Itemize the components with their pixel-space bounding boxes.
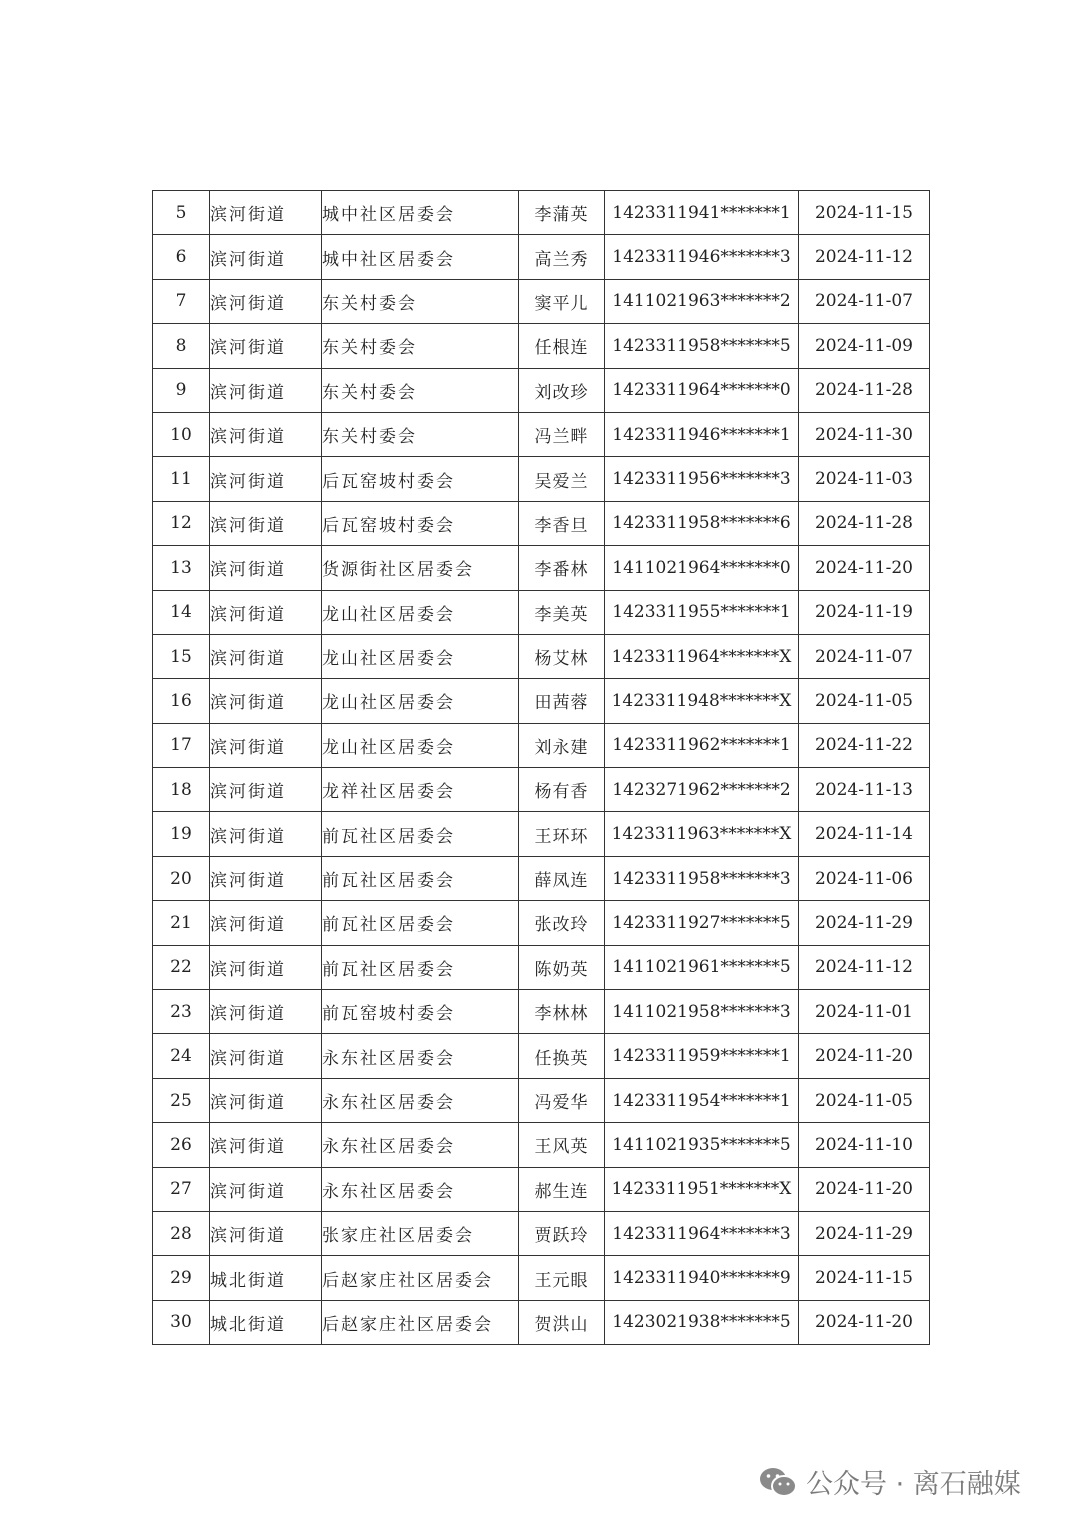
row-number-cell: 23 (153, 990, 210, 1034)
community-name-cell: 东关村委会 (322, 368, 519, 412)
table-row (153, 191, 930, 235)
record-date-cell: 2024-11-07 (799, 634, 930, 678)
community-name-cell: 龙山社区居委会 (322, 679, 519, 723)
table-row (153, 501, 930, 545)
person-name-cell: 王元眼 (519, 1256, 605, 1300)
person-name-cell: 刘改珍 (519, 368, 605, 412)
id-number-cell: 1423311948*******X (605, 679, 799, 723)
id-number-cell: 1423311963*******X (605, 812, 799, 856)
id-number-cell: 1423271962*******2 (605, 768, 799, 812)
street-name-cell: 滨河街道 (210, 412, 322, 456)
record-date-cell: 2024-11-03 (799, 457, 930, 501)
row-number-cell: 29 (153, 1256, 210, 1300)
table-row (153, 324, 930, 368)
table-row (153, 634, 930, 678)
record-date-cell: 2024-11-05 (799, 1078, 930, 1122)
street-name-cell: 滨河街道 (210, 901, 322, 945)
community-name-cell: 龙祥社区居委会 (322, 768, 519, 812)
community-name-cell: 龙山社区居委会 (322, 590, 519, 634)
row-number-cell: 22 (153, 945, 210, 989)
row-number-cell: 5 (153, 191, 210, 235)
id-number-cell: 1423311955*******1 (605, 590, 799, 634)
id-number-cell: 1411021961*******5 (605, 945, 799, 989)
table-row (153, 457, 930, 501)
community-name-cell: 前瓦社区居委会 (322, 901, 519, 945)
community-name-cell: 城中社区居委会 (322, 235, 519, 279)
record-date-cell: 2024-11-19 (799, 590, 930, 634)
person-name-cell: 张改玲 (519, 901, 605, 945)
row-number-cell: 28 (153, 1211, 210, 1255)
street-name-cell: 滨河街道 (210, 501, 322, 545)
community-name-cell: 永东社区居委会 (322, 1167, 519, 1211)
street-name-cell: 滨河街道 (210, 723, 322, 767)
record-date-cell: 2024-11-28 (799, 501, 930, 545)
table-row (153, 945, 930, 989)
street-name-cell: 滨河街道 (210, 368, 322, 412)
street-name-cell: 滨河街道 (210, 768, 322, 812)
table-row (153, 235, 930, 279)
row-number-cell: 12 (153, 501, 210, 545)
person-name-cell: 李香旦 (519, 501, 605, 545)
community-name-cell: 前瓦社区居委会 (322, 812, 519, 856)
street-name-cell: 滨河街道 (210, 191, 322, 235)
community-name-cell: 后赵家庄社区居委会 (322, 1256, 519, 1300)
table-row (153, 812, 930, 856)
id-number-cell: 1423311951*******X (605, 1167, 799, 1211)
community-name-cell: 东关村委会 (322, 279, 519, 323)
table-row (153, 279, 930, 323)
record-date-cell: 2024-11-22 (799, 723, 930, 767)
id-number-cell: 1411021964*******0 (605, 546, 799, 590)
wechat-icon (758, 1465, 798, 1499)
row-number-cell: 6 (153, 235, 210, 279)
person-name-cell: 冯爱华 (519, 1078, 605, 1122)
community-name-cell: 前瓦窑坡村委会 (322, 990, 519, 1034)
table-row (153, 990, 930, 1034)
table-row (153, 901, 930, 945)
community-name-cell: 后瓦窑坡村委会 (322, 501, 519, 545)
community-name-cell: 永东社区居委会 (322, 1034, 519, 1078)
record-date-cell: 2024-11-12 (799, 945, 930, 989)
person-name-cell: 李林林 (519, 990, 605, 1034)
street-name-cell: 滨河街道 (210, 634, 322, 678)
record-date-cell: 2024-11-10 (799, 1123, 930, 1167)
row-number-cell: 14 (153, 590, 210, 634)
street-name-cell: 滨河街道 (210, 856, 322, 900)
row-number-cell: 25 (153, 1078, 210, 1122)
id-number-cell: 1423311964*******X (605, 634, 799, 678)
person-name-cell: 郝生连 (519, 1167, 605, 1211)
id-number-cell: 1423311958*******3 (605, 856, 799, 900)
person-name-cell: 任换英 (519, 1034, 605, 1078)
person-name-cell: 李蒲英 (519, 191, 605, 235)
id-number-cell: 1411021958*******3 (605, 990, 799, 1034)
person-name-cell: 窦平儿 (519, 279, 605, 323)
row-number-cell: 30 (153, 1300, 210, 1344)
street-name-cell: 滨河街道 (210, 279, 322, 323)
record-date-cell: 2024-11-29 (799, 1211, 930, 1255)
community-name-cell: 前瓦社区居委会 (322, 945, 519, 989)
id-number-cell: 1423311964*******3 (605, 1211, 799, 1255)
community-name-cell: 前瓦社区居委会 (322, 856, 519, 900)
record-date-cell: 2024-11-20 (799, 1167, 930, 1211)
street-name-cell: 城北街道 (210, 1256, 322, 1300)
community-name-cell: 货源街社区居委会 (322, 546, 519, 590)
table-row (153, 1211, 930, 1255)
person-name-cell: 贺洪山 (519, 1300, 605, 1344)
person-name-cell: 贾跃玲 (519, 1211, 605, 1255)
street-name-cell: 滨河街道 (210, 546, 322, 590)
row-number-cell: 24 (153, 1034, 210, 1078)
person-name-cell: 刘永建 (519, 723, 605, 767)
table-row (153, 412, 930, 456)
record-date-cell: 2024-11-06 (799, 856, 930, 900)
street-name-cell: 滨河街道 (210, 812, 322, 856)
street-name-cell: 滨河街道 (210, 1211, 322, 1255)
row-number-cell: 13 (153, 546, 210, 590)
person-name-cell: 杨有香 (519, 768, 605, 812)
id-number-cell: 1423311946*******3 (605, 235, 799, 279)
person-name-cell: 田茜蓉 (519, 679, 605, 723)
row-number-cell: 11 (153, 457, 210, 501)
row-number-cell: 10 (153, 412, 210, 456)
person-name-cell: 吴爱兰 (519, 457, 605, 501)
community-name-cell: 东关村委会 (322, 324, 519, 368)
person-name-cell: 冯兰畔 (519, 412, 605, 456)
row-number-cell: 21 (153, 901, 210, 945)
table-row (153, 1034, 930, 1078)
street-name-cell: 滨河街道 (210, 1167, 322, 1211)
record-date-cell: 2024-11-29 (799, 901, 930, 945)
table-row (153, 723, 930, 767)
record-date-cell: 2024-11-20 (799, 546, 930, 590)
community-name-cell: 后赵家庄社区居委会 (322, 1300, 519, 1344)
person-name-cell: 陈奶英 (519, 945, 605, 989)
row-number-cell: 19 (153, 812, 210, 856)
id-number-cell: 1423311959*******1 (605, 1034, 799, 1078)
row-number-cell: 8 (153, 324, 210, 368)
person-name-cell: 王环环 (519, 812, 605, 856)
community-name-cell: 东关村委会 (322, 412, 519, 456)
street-name-cell: 滨河街道 (210, 590, 322, 634)
table-row (153, 768, 930, 812)
street-name-cell: 城北街道 (210, 1300, 322, 1344)
id-number-cell: 1423311958*******5 (605, 324, 799, 368)
community-name-cell: 城中社区居委会 (322, 191, 519, 235)
id-number-cell: 1423311940*******9 (605, 1256, 799, 1300)
record-date-cell: 2024-11-20 (799, 1034, 930, 1078)
id-number-cell: 1423311958*******6 (605, 501, 799, 545)
watermark (758, 1462, 1021, 1501)
table-row (153, 546, 930, 590)
id-number-cell: 1423311927*******5 (605, 901, 799, 945)
street-name-cell: 滨河街道 (210, 235, 322, 279)
id-number-cell: 1423311954*******1 (605, 1078, 799, 1122)
person-name-cell: 杨艾林 (519, 634, 605, 678)
community-name-cell: 后瓦窑坡村委会 (322, 457, 519, 501)
row-number-cell: 7 (153, 279, 210, 323)
row-number-cell: 16 (153, 679, 210, 723)
row-number-cell: 20 (153, 856, 210, 900)
id-number-cell: 1423021938*******5 (605, 1300, 799, 1344)
record-date-cell: 2024-11-12 (799, 235, 930, 279)
record-date-cell: 2024-11-14 (799, 812, 930, 856)
person-name-cell: 高兰秀 (519, 235, 605, 279)
table-row (153, 1256, 930, 1300)
table-row (153, 1300, 930, 1344)
table-row (153, 856, 930, 900)
person-name-cell: 任根连 (519, 324, 605, 368)
record-date-cell: 2024-11-09 (799, 324, 930, 368)
id-number-cell: 1423311964*******0 (605, 368, 799, 412)
person-name-cell: 李番林 (519, 546, 605, 590)
roster-table (152, 190, 930, 1345)
row-number-cell: 26 (153, 1123, 210, 1167)
person-name-cell: 李美英 (519, 590, 605, 634)
table-row (153, 1123, 930, 1167)
id-number-cell: 1423311941*******1 (605, 191, 799, 235)
record-date-cell: 2024-11-13 (799, 768, 930, 812)
record-date-cell: 2024-11-15 (799, 191, 930, 235)
street-name-cell: 滨河街道 (210, 457, 322, 501)
street-name-cell: 滨河街道 (210, 1034, 322, 1078)
person-name-cell: 王风英 (519, 1123, 605, 1167)
id-number-cell: 1423311956*******3 (605, 457, 799, 501)
row-number-cell: 17 (153, 723, 210, 767)
street-name-cell: 滨河街道 (210, 324, 322, 368)
row-number-cell: 15 (153, 634, 210, 678)
roster-table-body (153, 191, 930, 1345)
street-name-cell: 滨河街道 (210, 1078, 322, 1122)
row-number-cell: 9 (153, 368, 210, 412)
table-row (153, 368, 930, 412)
street-name-cell: 滨河街道 (210, 679, 322, 723)
record-date-cell: 2024-11-01 (799, 990, 930, 1034)
community-name-cell: 永东社区居委会 (322, 1123, 519, 1167)
table-row (153, 679, 930, 723)
person-name-cell: 薛凤连 (519, 856, 605, 900)
record-date-cell: 2024-11-07 (799, 279, 930, 323)
community-name-cell: 龙山社区居委会 (322, 723, 519, 767)
table-row (153, 590, 930, 634)
id-number-cell: 1411021963*******2 (605, 279, 799, 323)
street-name-cell: 滨河街道 (210, 990, 322, 1034)
record-date-cell: 2024-11-05 (799, 679, 930, 723)
table-row (153, 1078, 930, 1122)
street-name-cell: 滨河街道 (210, 1123, 322, 1167)
id-number-cell: 1423311946*******1 (605, 412, 799, 456)
community-name-cell: 龙山社区居委会 (322, 634, 519, 678)
record-date-cell: 2024-11-15 (799, 1256, 930, 1300)
row-number-cell: 18 (153, 768, 210, 812)
table-row (153, 1167, 930, 1211)
row-number-cell: 27 (153, 1167, 210, 1211)
id-number-cell: 1411021935*******5 (605, 1123, 799, 1167)
record-date-cell: 2024-11-20 (799, 1300, 930, 1344)
record-date-cell: 2024-11-28 (799, 368, 930, 412)
record-date-cell: 2024-11-30 (799, 412, 930, 456)
street-name-cell: 滨河街道 (210, 945, 322, 989)
community-name-cell: 张家庄社区居委会 (322, 1211, 519, 1255)
id-number-cell: 1423311962*******1 (605, 723, 799, 767)
watermark-text: 公众号 · 离石融媒 (806, 1469, 1021, 1500)
community-name-cell: 永东社区居委会 (322, 1078, 519, 1122)
